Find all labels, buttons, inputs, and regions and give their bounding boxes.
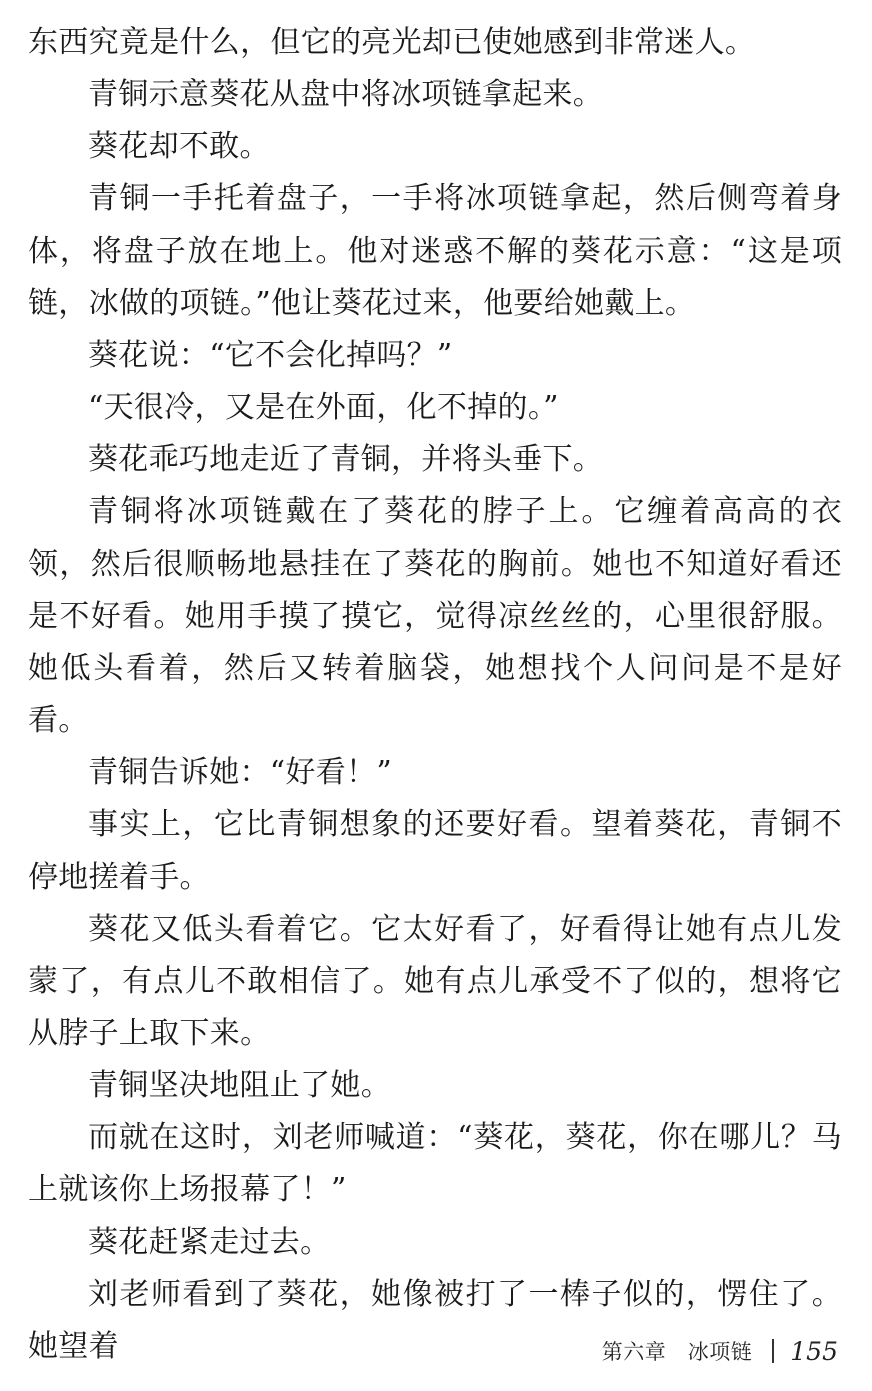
paragraph: 青铜将冰项链戴在了葵花的脖子上。它缠着高高的衣领，然后很顺畅地悬挂在了葵花的胸前。她也不知道好看还是不好看。她用手摸了摸它，觉得凉丝丝的，心里很舒服。她低头看着，然后又转着脑袋，她想找个人问问是不是好看。 xyxy=(28,494,842,739)
paragraph: 刘老师看到了葵花，她像被打了一棒子似的，愣住了。她望着 xyxy=(28,1276,842,1364)
paragraph: 东西究竟是什么，但它的亮光却已使她感到非常迷人。 xyxy=(28,25,756,60)
paragraph: “天很冷，又是在外面，化不掉的。” xyxy=(88,390,559,426)
paragraph: 事实上，它比青铜想象的还要好看。望着葵花，青铜不停地搓着手。 xyxy=(28,807,842,895)
paragraph: 青铜示意葵花从盘中将冰项链拿起来。 xyxy=(88,77,604,113)
paragraph: 葵花乖巧地走近了青铜，并将头垂下。 xyxy=(88,442,604,478)
page-footer xyxy=(602,1331,838,1371)
paragraph: 葵花又低头看着它。它太好看了，好看得让她有点儿发蒙了，有点儿不敢相信了。她有点儿承受不了似的，想将它从脖子上取下来。 xyxy=(28,911,842,1051)
chapter-title: 第六章 冰项链 xyxy=(601,1340,753,1364)
paragraph: 青铜一手托着盘子，一手将冰项链拿起，然后侧弯着身体，将盘子放在地上。他对迷惑不解的葵花示意：“这是项链，冰做的项链。”他让葵花过来，他要给她戴上。 xyxy=(28,181,842,321)
page-number: 155 xyxy=(790,1336,838,1366)
paragraph: 青铜告诉她：“好看！” xyxy=(88,755,392,791)
paragraph: 葵花却不敢。 xyxy=(88,129,270,165)
paragraph: 青铜坚决地阻止了她。 xyxy=(88,1068,391,1104)
paragraph: 而就在这时，刘老师喊道：“葵花，葵花，你在哪儿？马上就该你上场报幕了！” xyxy=(28,1120,842,1208)
paragraph: 葵花说：“它不会化掉吗？” xyxy=(88,337,453,373)
paragraph: 葵花赶紧走过去。 xyxy=(88,1224,331,1260)
footer-divider xyxy=(772,1339,774,1363)
body-text xyxy=(28,17,842,1373)
